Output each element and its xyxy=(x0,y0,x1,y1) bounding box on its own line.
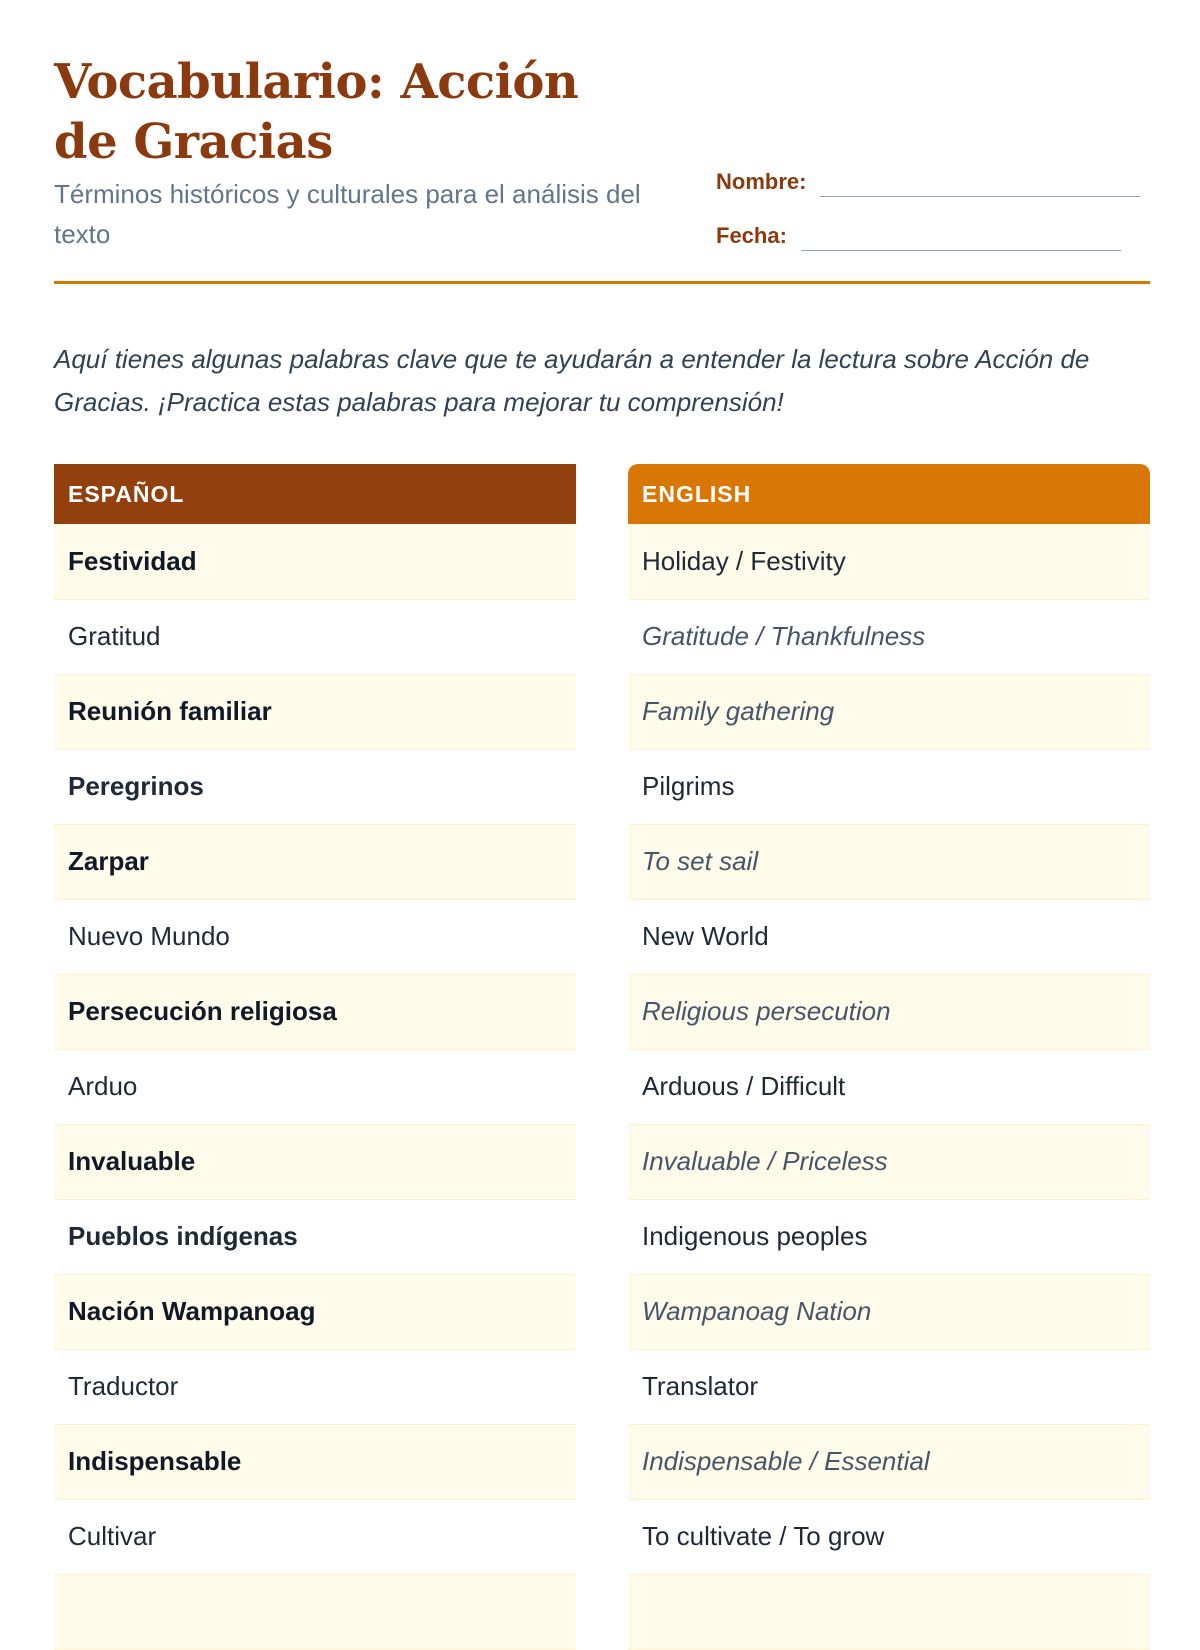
table-row xyxy=(628,1424,1150,1499)
table-row xyxy=(628,524,1150,599)
spanish-term: Persecución religiosa xyxy=(54,974,576,1049)
date-blank-line[interactable] xyxy=(801,230,1121,251)
table-row xyxy=(54,1349,576,1424)
table-row xyxy=(628,599,1150,674)
english-term xyxy=(628,1574,1150,1649)
table-row xyxy=(54,1274,576,1349)
english-term: Religious persecution xyxy=(628,974,1150,1049)
spanish-term xyxy=(54,1574,576,1649)
table-row xyxy=(54,974,576,1049)
english-term: Translator xyxy=(628,1349,1150,1424)
english-term: Indispensable / Essential xyxy=(628,1424,1150,1499)
spanish-term: Cultivar xyxy=(54,1499,576,1574)
spanish-term: Gratitud xyxy=(54,599,576,674)
table-row xyxy=(54,599,576,674)
table-row xyxy=(54,1424,576,1499)
table-row xyxy=(54,749,576,824)
english-term: Pilgrims xyxy=(628,749,1150,824)
table-row xyxy=(628,1574,1150,1649)
spanish-term: Pueblos indígenas xyxy=(54,1199,576,1274)
english-term: Indigenous peoples xyxy=(628,1199,1150,1274)
spanish-table xyxy=(54,464,576,1650)
table-row xyxy=(628,1049,1150,1124)
date-label: Fecha: xyxy=(716,223,787,248)
spanish-term: Festividad xyxy=(54,524,576,599)
name-blank-line[interactable] xyxy=(820,176,1140,197)
english-term: To cultivate / To grow xyxy=(628,1499,1150,1574)
table-row xyxy=(628,824,1150,899)
name-label: Nombre: xyxy=(716,169,807,194)
english-term: Invaluable / Priceless xyxy=(628,1124,1150,1199)
table-row xyxy=(628,674,1150,749)
english-column-header: ENGLISH xyxy=(628,464,1150,524)
english-term: To set sail xyxy=(628,824,1150,899)
english-term: Arduous / Difficult xyxy=(628,1049,1150,1124)
spanish-term: Invaluable xyxy=(54,1124,576,1199)
english-term: New World xyxy=(628,899,1150,974)
spanish-term: Nuevo Mundo xyxy=(54,899,576,974)
spanish-term: Indispensable xyxy=(54,1424,576,1499)
table-row xyxy=(628,1199,1150,1274)
table-row xyxy=(628,974,1150,1049)
english-term: Wampanoag Nation xyxy=(628,1274,1150,1349)
table-row xyxy=(628,749,1150,824)
table-row xyxy=(54,1124,576,1199)
intro-text: Aquí tienes algunas palabras clave que te ayudarán a entender la lectura sobre Acción de Gracias. ¡Practica estas palabras para mejorar tu comprensión! xyxy=(54,344,1090,417)
table-row xyxy=(54,899,576,974)
table-row xyxy=(54,1049,576,1124)
spanish-term: Zarpar xyxy=(54,824,576,899)
table-row xyxy=(628,1349,1150,1424)
table-row xyxy=(628,1274,1150,1349)
table-row xyxy=(54,1574,576,1649)
table-row xyxy=(628,1124,1150,1199)
table-row xyxy=(54,824,576,899)
table-row xyxy=(628,1499,1150,1574)
spanish-term: Arduo xyxy=(54,1049,576,1124)
spanish-header-row xyxy=(54,464,576,524)
table-row xyxy=(628,899,1150,974)
date-field xyxy=(716,221,1121,251)
table-row xyxy=(54,674,576,749)
table-row xyxy=(54,524,576,599)
spanish-column-header: ESPAÑOL xyxy=(54,464,576,524)
header-divider xyxy=(54,281,1150,284)
table-row xyxy=(54,1199,576,1274)
english-term: Holiday / Festivity xyxy=(628,524,1150,599)
page-title: Vocabulario: Acción de Gracias xyxy=(54,54,579,170)
english-term: Family gathering xyxy=(628,674,1150,749)
english-table xyxy=(628,464,1150,1650)
name-field xyxy=(716,167,1140,197)
table-row xyxy=(54,1499,576,1574)
spanish-term: Reunión familiar xyxy=(54,674,576,749)
english-term: Gratitude / Thankfulness xyxy=(628,599,1150,674)
english-header-row xyxy=(628,464,1150,524)
page-subtitle: Términos históricos y culturales para el análisis del texto xyxy=(54,179,641,249)
spanish-term: Peregrinos xyxy=(54,749,576,824)
spanish-term: Nación Wampanoag xyxy=(54,1274,576,1349)
spanish-term: Traductor xyxy=(54,1349,576,1424)
